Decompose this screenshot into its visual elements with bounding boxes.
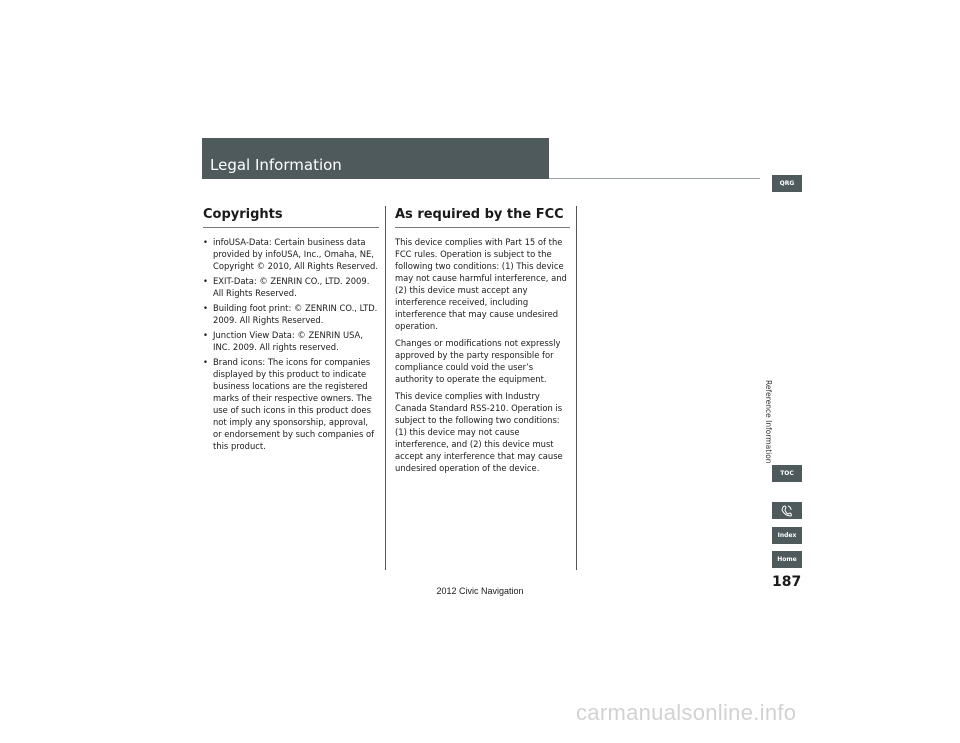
watermark: carmanualsonline.info — [576, 700, 797, 725]
list-item: • infoUSA-Data: Certain business data provided by infoUSA, Inc., Omaha, NE, Copyright © 2010, All Rights Reserved. — [203, 236, 379, 272]
copyrights-heading: Copyrights — [203, 206, 379, 228]
home-tab[interactable]: Home — [772, 551, 802, 568]
toc-tab[interactable]: TOC — [772, 465, 802, 482]
title-underline — [549, 178, 760, 179]
list-item: • Junction View Data: © ZENRIN USA, INC. 2009. All rights reserved. — [203, 329, 379, 353]
column-divider — [576, 206, 577, 570]
qrg-tab[interactable]: QRG — [772, 175, 802, 192]
fcc-paragraph: This device complies with Industry Canada Standard RSS-210. Operation is subject to the following two conditions: (1) this device may not cause interference, and (2) this device must accept any interference that may cause undesired operation of the device. — [395, 391, 563, 473]
copyrights-list — [203, 236, 379, 452]
list-item: • EXIT-Data: © ZENRIN CO., LTD. 2009. All Rights Reserved. — [203, 275, 379, 299]
copyrights-column — [203, 206, 379, 455]
fcc-paragraph: Changes or modifications not expressly approved by the party responsible for compliance could void the user’s authority to operate the equipment. — [395, 338, 561, 384]
footer-text: 2012 Civic Navigation — [436, 586, 524, 596]
section-title-bar — [202, 138, 549, 179]
section-label: Reference Information — [764, 380, 773, 464]
index-tab[interactable]: Index — [772, 527, 802, 544]
page-title: Legal Information — [210, 156, 342, 174]
fcc-heading: As required by the FCC — [395, 206, 570, 228]
fcc-column — [395, 206, 570, 479]
list-item: • Brand icons: The icons for companies displayed by this product to indicate business locations are the registered marks of their respective owners. The use of such icons in this product does not imply any sponsorship, approval, or endorsement by such companies of this product. — [203, 356, 379, 452]
fcc-paragraph: This device complies with Part 15 of the FCC rules. Operation is subject to the following two conditions: (1) This device may not cause harmful interference, and (2) this device must accept any interference received, including interference that may cause undesired operation. — [395, 237, 567, 331]
list-item: • Building foot print: © ZENRIN CO., LTD. 2009. All Rights Reserved. — [203, 302, 379, 326]
voice-tab[interactable] — [772, 502, 802, 519]
column-divider — [385, 206, 386, 570]
voice-command-icon — [780, 504, 794, 517]
page-number: 187 — [772, 574, 802, 590]
